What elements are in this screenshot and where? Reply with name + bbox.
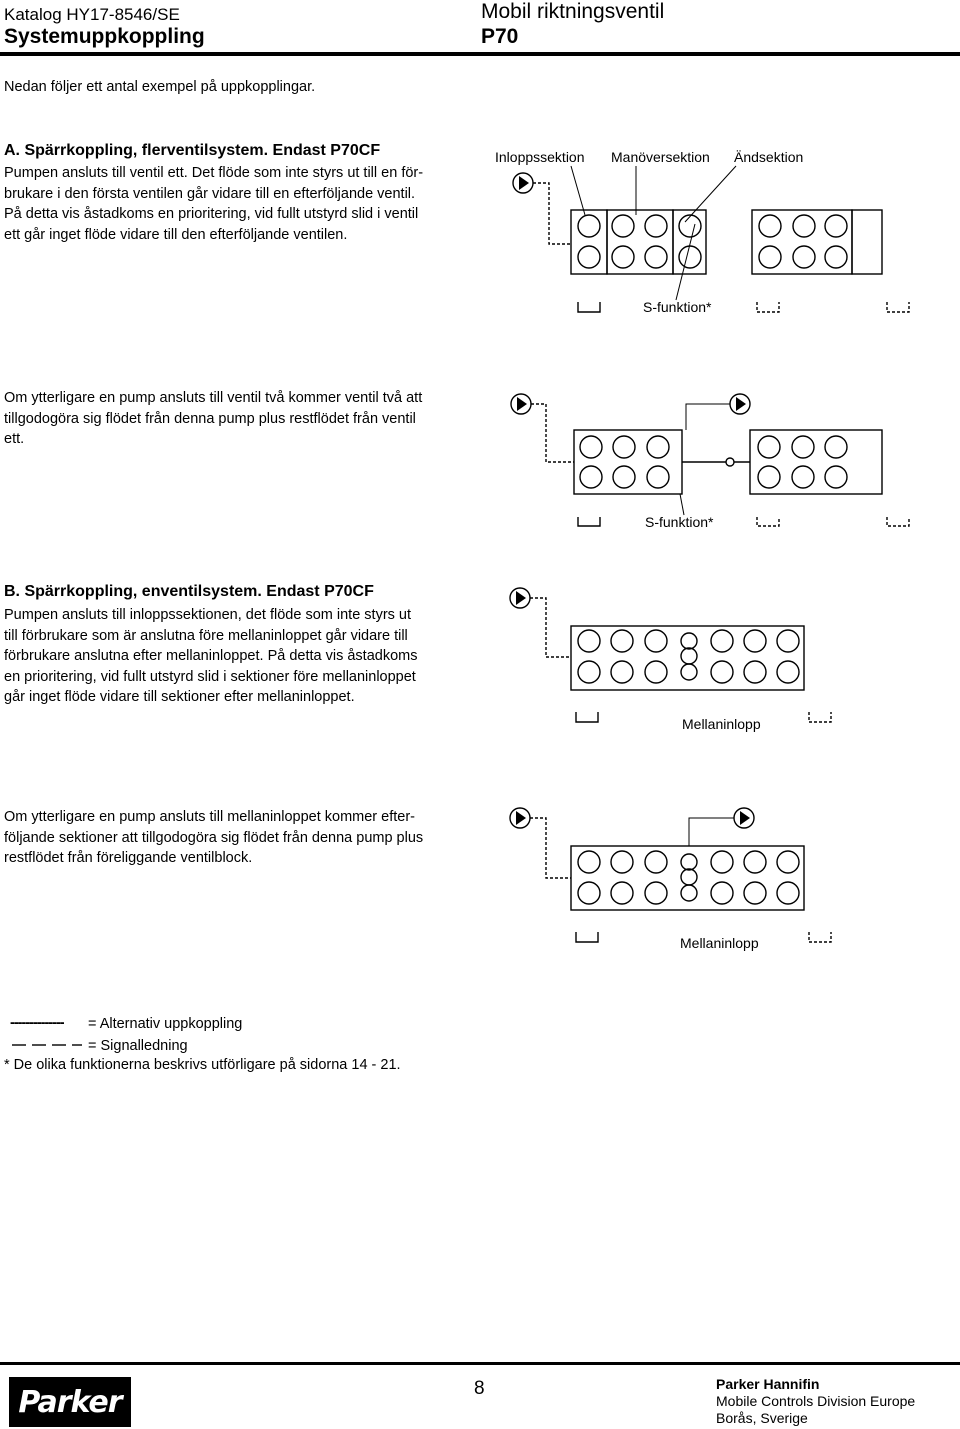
footer-company: Parker Hannifin: [716, 1376, 820, 1392]
section-b-line-5: går inget flöde vidare till sektioner efter mellaninloppet.: [4, 689, 355, 705]
end-section: [852, 210, 882, 274]
legend-alternative: = Alternativ uppkoppling: [88, 1016, 243, 1032]
label-end-section: Ändsektion: [734, 149, 804, 165]
section-b-line-1: Pumpen ansluts till inloppssektionen, det flöde som inte styrs ut: [4, 607, 412, 623]
section-a-line-1: Pumpen ansluts till ventil ett. Det flöde som inte styrs ut till en för-: [4, 165, 424, 181]
control-section-1: [607, 210, 673, 274]
label-intermediate-inlet-b2: Mellaninlopp: [680, 935, 759, 951]
diagram-a2: [511, 394, 909, 526]
label-intermediate-inlet-b: Mellaninlopp: [682, 716, 761, 732]
control-section-3: [752, 210, 852, 274]
catalog-number: Katalog HY17-8546/SE: [4, 5, 180, 24]
intro-text: Nedan följer ett antal exempel på uppkopplingar.: [4, 79, 316, 95]
section-a2-line-1: Om ytterligare en pump ansluts till ventil två kommer ventil två att: [4, 390, 423, 406]
control-section-2: [673, 210, 706, 274]
section-b-line-3: förbrukare anslutna efter mellaninloppet. På detta vis åstadkoms: [4, 648, 418, 664]
section-b-line-2: till förbrukare som är anslutna före mellaninloppet går vidare till: [4, 627, 408, 644]
footer-location: Borås, Sverige: [716, 1410, 808, 1426]
diagram-a1: [513, 166, 909, 312]
section-a-line-2: brukare i den första ventilen går vidare till en efterföljande ventil.: [4, 185, 416, 202]
diagram-b2: [510, 808, 831, 942]
section-a-line-4: ett går inget flöde vidare till den efterföljande ventilen.: [4, 226, 348, 243]
legend-note: * De olika funktionerna beskrivs utförligare på sidorna 14 - 21.: [4, 1057, 401, 1073]
page-section-title: Systemuppkoppling: [4, 25, 205, 48]
footer-division: Mobile Controls Division Europe: [716, 1393, 916, 1409]
section-b2-line-3: restflödet från föreliggande ventilblock.: [4, 850, 253, 866]
valve-block-2: [750, 430, 882, 494]
product-line: Mobil riktningsventil: [481, 0, 665, 23]
product-name: P70: [481, 25, 519, 48]
legend-dashed-symbol: --------------: [10, 1015, 64, 1031]
section-b-heading: B. Spärrkoppling, enventilsystem. Endast P70CF: [4, 583, 374, 600]
label-s-function-a2: S-funktion*: [645, 514, 714, 530]
legend-signal: = Signalledning: [88, 1038, 188, 1054]
inlet-section: [571, 210, 607, 274]
section-b2-line-1: Om ytterligare en pump ansluts till mellaninloppet kommer efter-: [4, 809, 415, 825]
page-number: 8: [474, 1378, 485, 1399]
label-s-function-a: S-funktion*: [643, 299, 712, 315]
diagram-b1: [510, 588, 831, 722]
section-a2-line-3: ett.: [4, 431, 25, 447]
section-a-line-3: På detta vis åstadkoms en prioritering, vid fullt utstyrd slid i ventil: [4, 206, 419, 222]
section-a-heading: A. Spärrkoppling, flerventilsystem. Endast P70CF: [4, 142, 381, 159]
section-a2-line-2: tillgodogöra sig flödet från denna pump plus restflödet från ventil: [4, 410, 416, 427]
parker-logo: Parker: [9, 1377, 131, 1427]
section-b2-line-2: följande sektioner att tillgodogöra sig flödet från denna pump plus: [4, 829, 424, 846]
label-inlet-section: Inloppssektion: [495, 149, 585, 165]
label-control-section: Manöversektion: [611, 149, 710, 165]
section-b-line-4: en prioritering, vid fullt utstyrd slid i sektioner före mellaninloppet: [4, 668, 416, 685]
